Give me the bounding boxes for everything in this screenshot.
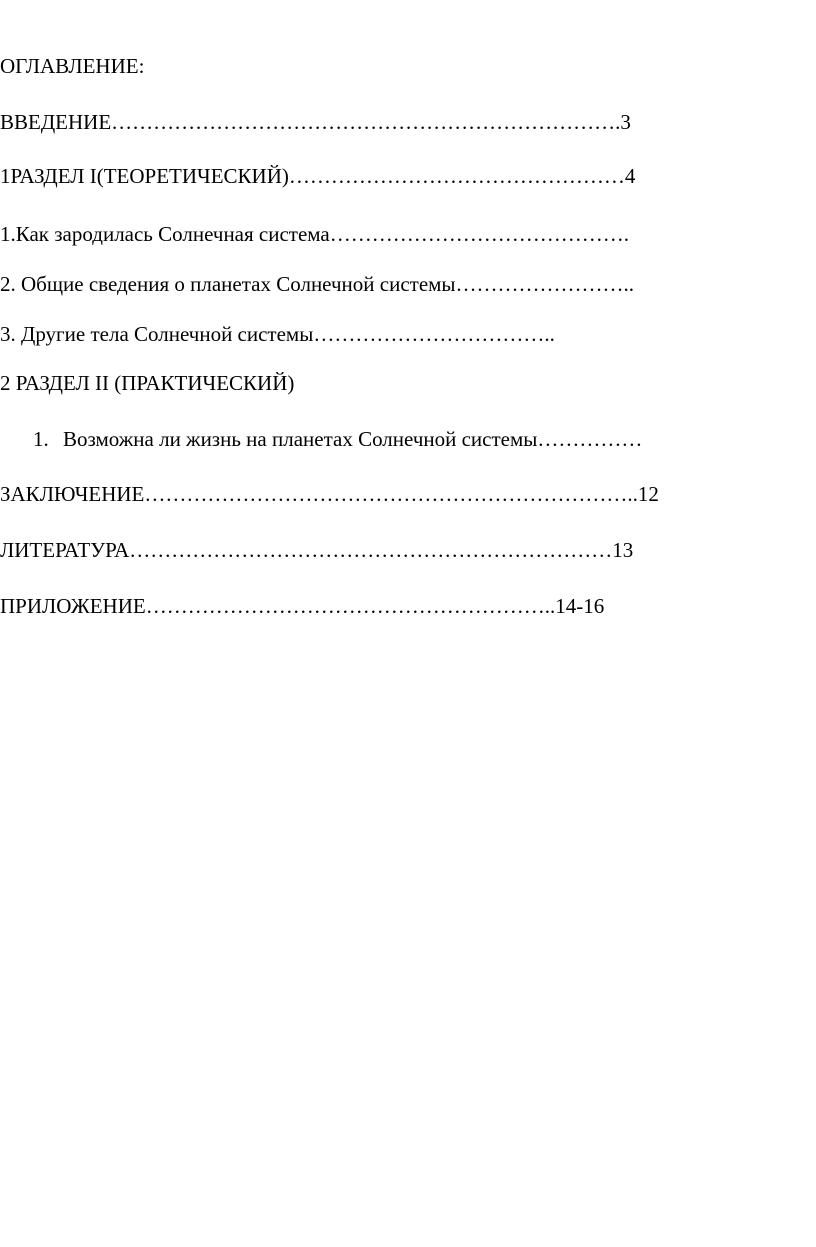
toc-entry-conclusion: ЗАКЛЮЧЕНИЕ……………………………………………………………..12	[0, 482, 659, 506]
toc-entry-text: Возможна ли жизнь на планетах Солнечной системы……………	[63, 427, 643, 451]
toc-entry-section-2: 2 РАЗДЕЛ II (ПРАКТИЧЕСКИЙ)	[0, 371, 295, 395]
toc-entry-literature: ЛИТЕРАТУРА……………………………………………………………13	[0, 538, 634, 562]
list-number: 1.	[33, 427, 49, 451]
toc-entry-section-1: 1РАЗДЕЛ I(ТЕОРЕТИЧЕСКИЙ)…………………………………………4	[0, 164, 636, 188]
toc-entry-subsection-1-3: 3. Другие тела Солнечной системы……………………………..	[0, 322, 555, 346]
toc-entry-subsection-2-1	[33, 427, 642, 451]
toc-entry-subsection-1-1: 1.Как зародилась Солнечная система…………………………………….	[0, 222, 630, 246]
toc-heading: ОГЛАВЛЕНИЕ:	[0, 54, 145, 78]
toc-entry-appendix: ПРИЛОЖЕНИЕ…………………………………………………..14-16	[0, 594, 605, 618]
toc-entry-subsection-1-2: 2. Общие сведения о планетах Солнечной системы……………………..	[0, 272, 635, 296]
toc-entry-introduction: ВВЕДЕНИЕ……………………………………………………………….3	[0, 110, 631, 134]
